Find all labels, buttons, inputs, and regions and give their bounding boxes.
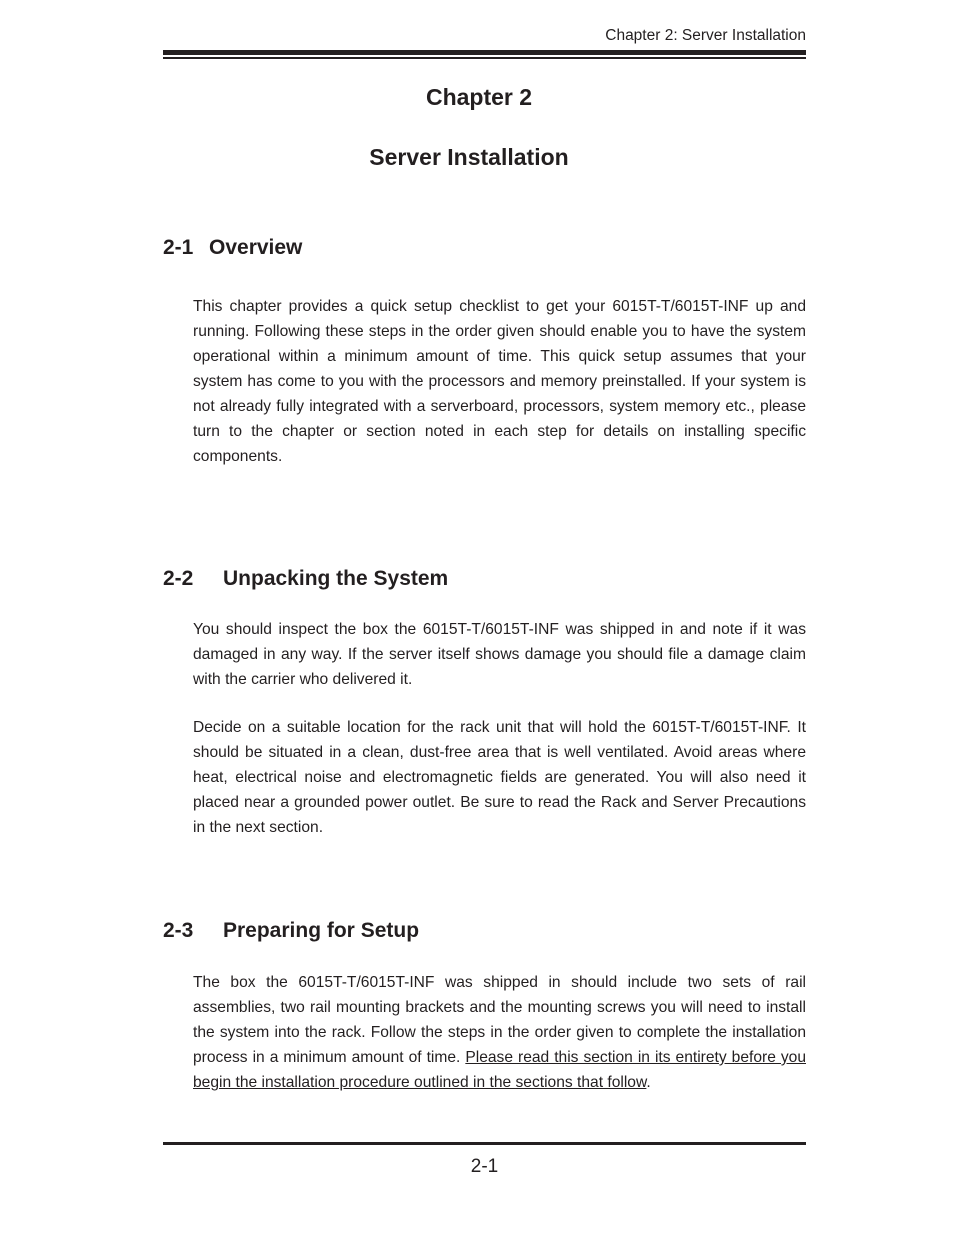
section-number: 2-1 — [163, 236, 194, 259]
preparing-trailing-period: . — [646, 1074, 651, 1091]
section-title: Unpacking the System — [223, 567, 449, 590]
header-rule-thin — [163, 57, 806, 59]
preparing-text: The box the 6015T-T/6015T-INF was shipped in should include two sets of rail assemblies, two rail mounting brackets and the mounting screws you will need to install the system into the rack. Follow the steps in the order given to complete the installation process in a minimum amount of time. — [193, 974, 806, 1066]
section-heading-overview — [163, 236, 302, 260]
section-title: Preparing for Setup — [223, 919, 420, 942]
unpacking-paragraph-2: Decide on a suitable location for the rack unit that will hold the 6015T-T/6015T-INF. It should be situated in a clean, dust-free area that is well ventilated. Avoid areas where heat, electrical noise and electromagnetic fields are generated. You will also need it placed near a grounded power outlet. Be sure to read the Rack and Server Precautions in the next section. — [193, 719, 806, 836]
running-header: Chapter 2: Server Installation — [605, 27, 806, 44]
overview-paragraph: This chapter provides a quick setup checklist to get your 6015T-T/6015T-INF up and running. Following these steps in the order given should enable you to have the system operational within a minimum amount of time. This quick setup assumes that your system has come to you with the processors and memory preinstalled. If your system is not already fully integrated with a serverboard, processors, system memory etc., please turn to the chapter or section noted in each step for details on installing specific components. — [193, 298, 806, 465]
section-number: 2-2 — [163, 567, 194, 590]
section-heading-unpacking — [163, 567, 448, 591]
section-heading-preparing — [163, 919, 419, 943]
header-rule-thick — [163, 50, 806, 55]
preparing-paragraph — [193, 970, 806, 1095]
page-number: 2-1 — [470, 1156, 499, 1177]
footer-rule — [163, 1142, 806, 1145]
unpacking-paragraph-1: You should inspect the box the 6015T-T/6015T-INF was shipped in and note if it was damaged in any way. If the server itself shows damage you should file a damage claim with the carrier who delivered it. — [193, 621, 806, 688]
preparing-underlined-note: Please read this section in its entirety before you begin the installation procedure outlined in the sections that follow — [193, 1049, 806, 1091]
chapter-number: Chapter 2 — [425, 84, 533, 110]
chapter-title: Server Installation — [369, 144, 569, 170]
section-title: Overview — [209, 236, 303, 259]
section-number: 2-3 — [163, 919, 194, 942]
